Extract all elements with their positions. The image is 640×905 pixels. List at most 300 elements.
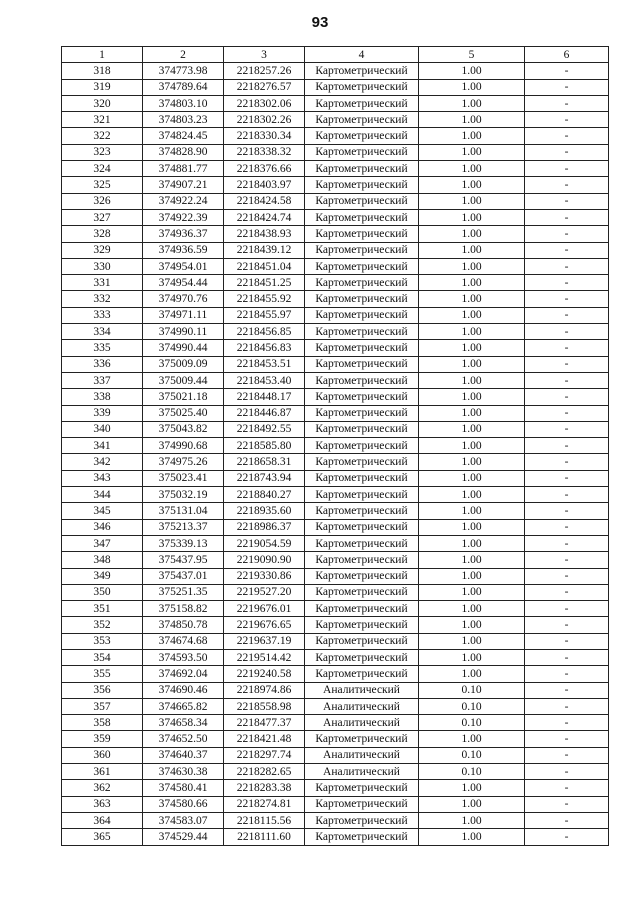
table-row	[62, 79, 609, 95]
y-coordinate-cell: 2218446.87	[224, 405, 305, 421]
method-cell: Картометрический	[305, 340, 419, 356]
note-cell: -	[525, 715, 609, 731]
x-coordinate-cell: 374922.24	[143, 193, 224, 209]
y-coordinate-cell: 2218297.74	[224, 747, 305, 763]
y-coordinate-cell: 2218585.80	[224, 438, 305, 454]
x-coordinate-cell: 374970.76	[143, 291, 224, 307]
table-row	[62, 617, 609, 633]
method-cell: Картометрический	[305, 829, 419, 845]
y-coordinate-cell: 2218257.26	[224, 63, 305, 79]
point-number-cell: 354	[62, 649, 143, 665]
x-coordinate-cell: 374692.04	[143, 666, 224, 682]
x-coordinate-cell: 374789.64	[143, 79, 224, 95]
y-coordinate-cell: 2218986.37	[224, 519, 305, 535]
y-coordinate-cell: 2218424.74	[224, 209, 305, 225]
y-coordinate-cell: 2218477.37	[224, 715, 305, 731]
note-cell: -	[525, 503, 609, 519]
x-coordinate-cell: 375339.13	[143, 535, 224, 551]
method-cell: Картометрический	[305, 307, 419, 323]
accuracy-cell: 1.00	[419, 649, 525, 665]
point-number-cell: 350	[62, 584, 143, 600]
page-number: 93	[311, 14, 329, 31]
method-cell: Картометрический	[305, 796, 419, 812]
point-number-cell: 342	[62, 454, 143, 470]
accuracy-cell: 1.00	[419, 666, 525, 682]
method-cell: Картометрический	[305, 584, 419, 600]
point-number-cell: 337	[62, 372, 143, 388]
method-cell: Картометрический	[305, 128, 419, 144]
x-coordinate-cell: 374881.77	[143, 161, 224, 177]
y-coordinate-cell: 2219240.58	[224, 666, 305, 682]
y-coordinate-cell: 2219676.01	[224, 601, 305, 617]
method-cell: Картометрический	[305, 209, 419, 225]
note-cell: -	[525, 324, 609, 340]
method-cell: Картометрический	[305, 389, 419, 405]
y-coordinate-cell: 2218743.94	[224, 470, 305, 486]
y-coordinate-cell: 2218451.25	[224, 275, 305, 291]
y-coordinate-cell: 2218283.38	[224, 780, 305, 796]
x-coordinate-cell: 374580.66	[143, 796, 224, 812]
method-cell: Картометрический	[305, 258, 419, 274]
accuracy-cell: 1.00	[419, 519, 525, 535]
note-cell: -	[525, 242, 609, 258]
x-coordinate-cell: 375213.37	[143, 519, 224, 535]
table-row	[62, 682, 609, 698]
x-coordinate-cell: 375023.41	[143, 470, 224, 486]
method-cell: Картометрический	[305, 144, 419, 160]
accuracy-cell: 1.00	[419, 161, 525, 177]
table-row	[62, 340, 609, 356]
table-row	[62, 144, 609, 160]
table-row	[62, 63, 609, 79]
column-header-4: 4	[305, 47, 419, 63]
method-cell: Картометрический	[305, 226, 419, 242]
point-number-cell: 318	[62, 63, 143, 79]
method-cell: Картометрический	[305, 503, 419, 519]
point-number-cell: 344	[62, 487, 143, 503]
point-number-cell: 356	[62, 682, 143, 698]
note-cell: -	[525, 470, 609, 486]
x-coordinate-cell: 375009.44	[143, 372, 224, 388]
accuracy-cell: 0.10	[419, 747, 525, 763]
x-coordinate-cell: 375251.35	[143, 584, 224, 600]
point-number-cell: 362	[62, 780, 143, 796]
point-number-cell: 365	[62, 829, 143, 845]
note-cell: -	[525, 812, 609, 828]
method-cell: Аналитический	[305, 764, 419, 780]
x-coordinate-cell: 374652.50	[143, 731, 224, 747]
x-coordinate-cell: 375009.09	[143, 356, 224, 372]
note-cell: -	[525, 584, 609, 600]
note-cell: -	[525, 519, 609, 535]
point-number-cell: 343	[62, 470, 143, 486]
point-number-cell: 324	[62, 161, 143, 177]
method-cell: Картометрический	[305, 161, 419, 177]
point-number-cell: 364	[62, 812, 143, 828]
point-number-cell: 348	[62, 552, 143, 568]
table-row	[62, 405, 609, 421]
accuracy-cell: 1.00	[419, 601, 525, 617]
accuracy-cell: 1.00	[419, 79, 525, 95]
accuracy-cell: 1.00	[419, 95, 525, 111]
header-row	[62, 47, 609, 63]
table-row	[62, 764, 609, 780]
method-cell: Картометрический	[305, 421, 419, 437]
accuracy-cell: 1.00	[419, 128, 525, 144]
note-cell: -	[525, 209, 609, 225]
note-cell: -	[525, 405, 609, 421]
point-number-cell: 340	[62, 421, 143, 437]
table-row	[62, 454, 609, 470]
y-coordinate-cell: 2219054.59	[224, 535, 305, 551]
y-coordinate-cell: 2219676.65	[224, 617, 305, 633]
accuracy-cell: 1.00	[419, 470, 525, 486]
y-coordinate-cell: 2219090.90	[224, 552, 305, 568]
y-coordinate-cell: 2219527.20	[224, 584, 305, 600]
x-coordinate-cell: 374640.37	[143, 747, 224, 763]
table-row	[62, 698, 609, 714]
y-coordinate-cell: 2218424.58	[224, 193, 305, 209]
table-row	[62, 356, 609, 372]
x-coordinate-cell: 374630.38	[143, 764, 224, 780]
note-cell: -	[525, 829, 609, 845]
accuracy-cell: 1.00	[419, 275, 525, 291]
note-cell: -	[525, 161, 609, 177]
method-cell: Картометрический	[305, 193, 419, 209]
note-cell: -	[525, 258, 609, 274]
point-number-cell: 333	[62, 307, 143, 323]
point-number-cell: 353	[62, 633, 143, 649]
method-cell: Картометрический	[305, 552, 419, 568]
accuracy-cell: 1.00	[419, 535, 525, 551]
table-row	[62, 796, 609, 812]
note-cell: -	[525, 617, 609, 633]
column-header-2: 2	[143, 47, 224, 63]
point-number-cell: 336	[62, 356, 143, 372]
y-coordinate-cell: 2218492.55	[224, 421, 305, 437]
note-cell: -	[525, 226, 609, 242]
table-row	[62, 470, 609, 486]
point-number-cell: 329	[62, 242, 143, 258]
note-cell: -	[525, 731, 609, 747]
accuracy-cell: 1.00	[419, 487, 525, 503]
note-cell: -	[525, 764, 609, 780]
note-cell: -	[525, 356, 609, 372]
method-cell: Картометрический	[305, 470, 419, 486]
point-number-cell: 338	[62, 389, 143, 405]
point-number-cell: 360	[62, 747, 143, 763]
note-cell: -	[525, 128, 609, 144]
accuracy-cell: 1.00	[419, 177, 525, 193]
accuracy-cell: 1.00	[419, 258, 525, 274]
table-row	[62, 389, 609, 405]
accuracy-cell: 1.00	[419, 584, 525, 600]
table-row	[62, 519, 609, 535]
point-number-cell: 330	[62, 258, 143, 274]
point-number-cell: 334	[62, 324, 143, 340]
x-coordinate-cell: 375021.18	[143, 389, 224, 405]
y-coordinate-cell: 2218276.57	[224, 79, 305, 95]
accuracy-cell: 1.00	[419, 796, 525, 812]
accuracy-cell: 1.00	[419, 242, 525, 258]
y-coordinate-cell: 2218448.17	[224, 389, 305, 405]
y-coordinate-cell: 2218974.86	[224, 682, 305, 698]
method-cell: Картометрический	[305, 633, 419, 649]
x-coordinate-cell: 375437.01	[143, 568, 224, 584]
table-row	[62, 568, 609, 584]
method-cell: Картометрический	[305, 177, 419, 193]
table-row	[62, 226, 609, 242]
point-number-cell: 328	[62, 226, 143, 242]
y-coordinate-cell: 2218456.85	[224, 324, 305, 340]
column-header-6: 6	[525, 47, 609, 63]
method-cell: Картометрический	[305, 780, 419, 796]
table-body	[62, 63, 609, 845]
point-number-cell: 332	[62, 291, 143, 307]
y-coordinate-cell: 2219637.19	[224, 633, 305, 649]
x-coordinate-cell: 374803.10	[143, 95, 224, 111]
method-cell: Аналитический	[305, 698, 419, 714]
table-row	[62, 812, 609, 828]
accuracy-cell: 1.00	[419, 421, 525, 437]
x-coordinate-cell: 374990.44	[143, 340, 224, 356]
accuracy-cell: 1.00	[419, 568, 525, 584]
method-cell: Аналитический	[305, 747, 419, 763]
accuracy-cell: 1.00	[419, 552, 525, 568]
point-number-cell: 325	[62, 177, 143, 193]
x-coordinate-cell: 375437.95	[143, 552, 224, 568]
note-cell: -	[525, 601, 609, 617]
y-coordinate-cell: 2218282.65	[224, 764, 305, 780]
table-row	[62, 275, 609, 291]
note-cell: -	[525, 438, 609, 454]
note-cell: -	[525, 112, 609, 128]
note-cell: -	[525, 780, 609, 796]
x-coordinate-cell: 374936.37	[143, 226, 224, 242]
point-number-cell: 321	[62, 112, 143, 128]
method-cell: Аналитический	[305, 715, 419, 731]
point-number-cell: 361	[62, 764, 143, 780]
y-coordinate-cell: 2218455.97	[224, 307, 305, 323]
note-cell: -	[525, 372, 609, 388]
accuracy-cell: 1.00	[419, 405, 525, 421]
point-number-cell: 323	[62, 144, 143, 160]
accuracy-cell: 1.00	[419, 324, 525, 340]
x-coordinate-cell: 374922.39	[143, 209, 224, 225]
y-coordinate-cell: 2218455.92	[224, 291, 305, 307]
table-row	[62, 193, 609, 209]
x-coordinate-cell: 375131.04	[143, 503, 224, 519]
table-row	[62, 829, 609, 845]
method-cell: Картометрический	[305, 324, 419, 340]
method-cell: Картометрический	[305, 617, 419, 633]
method-cell: Картометрический	[305, 601, 419, 617]
y-coordinate-cell: 2218302.26	[224, 112, 305, 128]
note-cell: -	[525, 649, 609, 665]
point-number-cell: 331	[62, 275, 143, 291]
accuracy-cell: 0.10	[419, 715, 525, 731]
table-row	[62, 258, 609, 274]
table-row	[62, 601, 609, 617]
point-number-cell: 359	[62, 731, 143, 747]
y-coordinate-cell: 2218558.98	[224, 698, 305, 714]
x-coordinate-cell: 374803.23	[143, 112, 224, 128]
y-coordinate-cell: 2218403.97	[224, 177, 305, 193]
note-cell: -	[525, 307, 609, 323]
note-cell: -	[525, 568, 609, 584]
table-row	[62, 584, 609, 600]
accuracy-cell: 1.00	[419, 454, 525, 470]
accuracy-cell: 1.00	[419, 144, 525, 160]
point-number-cell: 358	[62, 715, 143, 731]
method-cell: Картометрический	[305, 535, 419, 551]
y-coordinate-cell: 2218330.34	[224, 128, 305, 144]
x-coordinate-cell: 374674.68	[143, 633, 224, 649]
note-cell: -	[525, 796, 609, 812]
method-cell: Картометрический	[305, 438, 419, 454]
point-number-cell: 349	[62, 568, 143, 584]
point-number-cell: 345	[62, 503, 143, 519]
y-coordinate-cell: 2218658.31	[224, 454, 305, 470]
table-row	[62, 633, 609, 649]
x-coordinate-cell: 374954.44	[143, 275, 224, 291]
method-cell: Картометрический	[305, 95, 419, 111]
point-number-cell: 335	[62, 340, 143, 356]
x-coordinate-cell: 375032.19	[143, 487, 224, 503]
accuracy-cell: 1.00	[419, 307, 525, 323]
note-cell: -	[525, 747, 609, 763]
column-header-1: 1	[62, 47, 143, 63]
accuracy-cell: 1.00	[419, 617, 525, 633]
y-coordinate-cell: 2218453.40	[224, 372, 305, 388]
table-row	[62, 535, 609, 551]
method-cell: Картометрический	[305, 568, 419, 584]
accuracy-cell: 1.00	[419, 389, 525, 405]
y-coordinate-cell: 2218840.27	[224, 487, 305, 503]
x-coordinate-cell: 375158.82	[143, 601, 224, 617]
x-coordinate-cell: 374529.44	[143, 829, 224, 845]
note-cell: -	[525, 389, 609, 405]
table-row	[62, 291, 609, 307]
method-cell: Картометрический	[305, 487, 419, 503]
y-coordinate-cell: 2218302.06	[224, 95, 305, 111]
point-number-cell: 355	[62, 666, 143, 682]
accuracy-cell: 1.00	[419, 503, 525, 519]
accuracy-cell: 1.00	[419, 829, 525, 845]
x-coordinate-cell: 374936.59	[143, 242, 224, 258]
method-cell: Картометрический	[305, 454, 419, 470]
x-coordinate-cell: 374954.01	[143, 258, 224, 274]
x-coordinate-cell: 374580.41	[143, 780, 224, 796]
accuracy-cell: 1.00	[419, 340, 525, 356]
method-cell: Картометрический	[305, 519, 419, 535]
x-coordinate-cell: 374975.26	[143, 454, 224, 470]
y-coordinate-cell: 2218935.60	[224, 503, 305, 519]
table-row	[62, 666, 609, 682]
method-cell: Картометрический	[305, 79, 419, 95]
note-cell: -	[525, 95, 609, 111]
y-coordinate-cell: 2218438.93	[224, 226, 305, 242]
point-number-cell: 319	[62, 79, 143, 95]
table-row	[62, 731, 609, 747]
x-coordinate-cell: 374690.46	[143, 682, 224, 698]
table-row	[62, 128, 609, 144]
accuracy-cell: 1.00	[419, 291, 525, 307]
note-cell: -	[525, 275, 609, 291]
point-number-cell: 326	[62, 193, 143, 209]
accuracy-cell: 0.10	[419, 682, 525, 698]
accuracy-cell: 1.00	[419, 633, 525, 649]
table-row	[62, 438, 609, 454]
accuracy-cell: 1.00	[419, 438, 525, 454]
note-cell: -	[525, 487, 609, 503]
x-coordinate-cell: 374828.90	[143, 144, 224, 160]
column-header-5: 5	[419, 47, 525, 63]
accuracy-cell: 1.00	[419, 372, 525, 388]
note-cell: -	[525, 193, 609, 209]
x-coordinate-cell: 374990.11	[143, 324, 224, 340]
table-row	[62, 242, 609, 258]
table-row	[62, 95, 609, 111]
method-cell: Картометрический	[305, 372, 419, 388]
table-row	[62, 307, 609, 323]
x-coordinate-cell: 375043.82	[143, 421, 224, 437]
y-coordinate-cell: 2218439.12	[224, 242, 305, 258]
note-cell: -	[525, 63, 609, 79]
point-number-cell: 363	[62, 796, 143, 812]
y-coordinate-cell: 2218421.48	[224, 731, 305, 747]
y-coordinate-cell: 2218115.56	[224, 812, 305, 828]
table-row	[62, 161, 609, 177]
table-header	[62, 47, 609, 63]
note-cell: -	[525, 633, 609, 649]
note-cell: -	[525, 340, 609, 356]
method-cell: Картометрический	[305, 275, 419, 291]
method-cell: Картометрический	[305, 242, 419, 258]
accuracy-cell: 1.00	[419, 226, 525, 242]
note-cell: -	[525, 291, 609, 307]
method-cell: Картометрический	[305, 405, 419, 421]
x-coordinate-cell: 375025.40	[143, 405, 224, 421]
table-row	[62, 421, 609, 437]
method-cell: Картометрический	[305, 666, 419, 682]
note-cell: -	[525, 535, 609, 551]
x-coordinate-cell: 374971.11	[143, 307, 224, 323]
accuracy-cell: 1.00	[419, 193, 525, 209]
x-coordinate-cell: 374907.21	[143, 177, 224, 193]
table-row	[62, 112, 609, 128]
note-cell: -	[525, 421, 609, 437]
column-header-3: 3	[224, 47, 305, 63]
point-number-cell: 322	[62, 128, 143, 144]
y-coordinate-cell: 2219330.86	[224, 568, 305, 584]
x-coordinate-cell: 374773.98	[143, 63, 224, 79]
accuracy-cell: 0.10	[419, 698, 525, 714]
table-row	[62, 649, 609, 665]
point-number-cell: 346	[62, 519, 143, 535]
accuracy-cell: 1.00	[419, 356, 525, 372]
note-cell: -	[525, 177, 609, 193]
method-cell: Аналитический	[305, 682, 419, 698]
x-coordinate-cell: 374824.45	[143, 128, 224, 144]
accuracy-cell: 1.00	[419, 812, 525, 828]
y-coordinate-cell: 2218451.04	[224, 258, 305, 274]
x-coordinate-cell: 374583.07	[143, 812, 224, 828]
table-row	[62, 177, 609, 193]
x-coordinate-cell: 374850.78	[143, 617, 224, 633]
note-cell: -	[525, 79, 609, 95]
accuracy-cell: 1.00	[419, 209, 525, 225]
